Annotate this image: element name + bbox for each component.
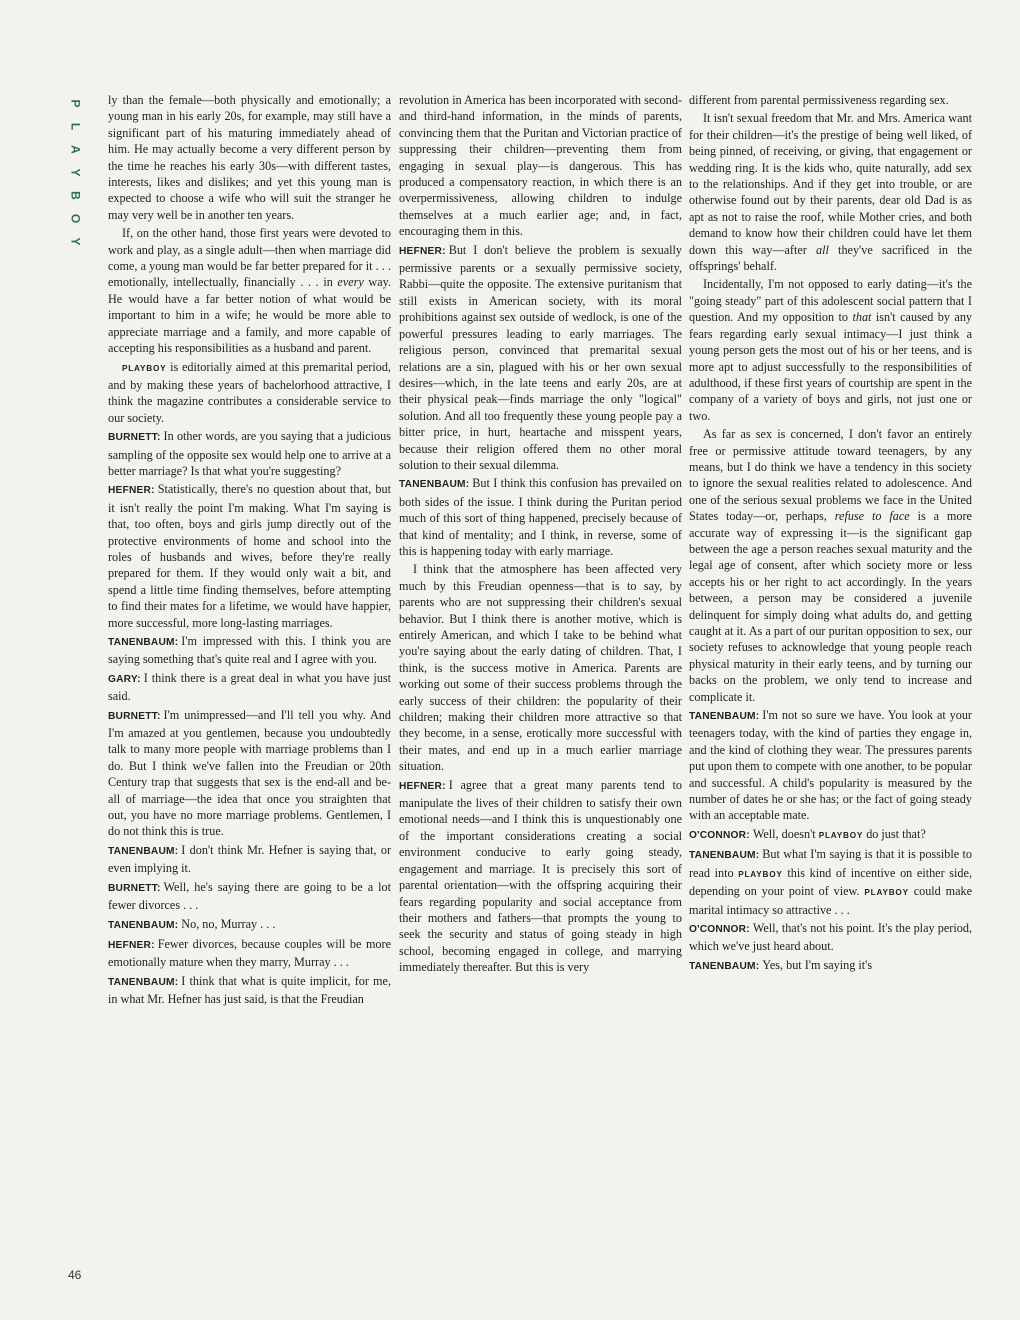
magazine-name: PLAYBOY [738,869,783,879]
dialogue-entry [399,242,682,474]
speech-text: In other words, are you saying that a judicious sampling of the opposite sex would help one to arrive at a better marriage? Is that what you're suggesting? [108,429,391,478]
speech-text: Statistically, there's no question about that, but it isn't really the point I'm making. What I'm saying is that, too often, boys and girls jump directly out of the protective environments of home and school into the roles of husbands and wives, before they're really prepared for them. If they would only wait a bit, and spend a little time finding themselves, before attempting to find their mates for a lifetime, we would have happier, more successful, more long-lasting marriages. [108,482,391,630]
page-number: 46 [68,1268,82,1282]
speaker-name: HEFNER: [108,939,155,951]
speech-text: I think there is a great deal in what you have just said. [108,670,391,704]
speaker-name: TANENBAUM: [108,845,179,857]
running-head-letter: Y [68,168,83,177]
dialogue-entry [399,777,682,976]
dialogue-entry [108,670,391,705]
speech-text: I agree that a great many parents tend to manipulate the lives of their children to satisfy their own emotional needs—and I think this is unquestionably one of the important considerations creating a social environment conducive to early going steady, engagement and marriage. It is precisely this sort of parental orientation—with the offspring acquiring their fears regarding popularity and social acceptance from their mothers and fathers—that prompts the young to seek the security and status of going steady in high school, becoming engaged in college, and marrying immediately thereafter. But this is very [399,777,682,975]
dialogue-entry [108,973,391,1008]
speaker-name: GARY: [108,673,141,685]
emphasis: that [852,310,872,325]
magazine-name: PLAYBOY [122,363,167,373]
running-head-playboy [56,92,86,253]
speaker-name: O'CONNOR: [689,923,750,935]
paragraph: different from parental permissiveness regarding sex. [689,93,949,107]
emphasis: every [337,275,364,290]
paragraph: If, on the other hand, those first years were devoted to work and play, as a single adult—then when marriage did come, a young man would be far better prepared for it . . . emotionally, intellectually, financially . . . in every way. He would have a far better notion of what would be important to him in a wife; he would be more able to appreciate marriage and a family, and more capable of accepting his responsibilities as a husband and parent. [108,226,391,356]
speaker-name: TANENBAUM: [108,976,179,988]
speaker-name: HEFNER: [399,780,446,792]
paragraph: revolution in America has been incorporated with second- and third-hand information, in the minds of parents, convincing them that the Puritan and Victorian practice of suppressing their children—preventing them from engaging in sexual play—is dangerous. This has produced a compensatory reaction, in which there is an overpermissiveness, allowing children to indulge themselves at a much earlier age; and, in fact, encouraging them in this. [399,93,682,239]
dialogue-entry [399,475,682,559]
speech-text: Well, that's not his point. It's the play period, which we've just heard about. [689,920,972,954]
speech-text: I'm unimpressed—and I'll tell you why. And I'm amazed at you gentlemen, because you undoubtedly talk to many more people with marriage problems than I do. But I think we've fallen into the Freudian or 20th Century trap that suggests that sex is the end-all and be-all of marriage—the idea that once you straighten that out, you have no more marriage problems. Gentlemen, I do not think this is true. [108,707,391,839]
speaker-name: O'CONNOR: [689,829,750,841]
speaker-name: BURNETT: [108,710,161,722]
text-column-3 [689,92,972,977]
paragraph: I think that the atmosphere has been affected very much by this Freudian openness—that is to say, by parents who are not suppressing their children's sexual behavior. But I think there is another motive, which is entirely American, and which I take to be behind what you're saying about the early dating of children. That, I think, is the success motive in America. Parents are working out some of their success problems through the early success of their children: the popularity of their children; making their children more attractive so that they become, in a sense, erotically more successful with their mates, and end up in a much earlier marriage situation. [399,562,682,774]
speaker-name: TANENBAUM: [689,711,760,723]
dialogue-entry [689,957,972,975]
running-head-letter: L [68,122,83,131]
paragraph: ly than the female—both physically and emotionally; a young man in his early 20s, for example, may still have a significant part of his maturing immediately ahead of him. He may actually become a very different person by the time he reaches his early 30s—with different tastes, interests, likes and dislikes; and yet this young man is expected to choose a wife who will suit the stranger he may very well be in another ten years. [108,93,391,222]
running-head-letter: P [68,99,83,108]
running-head-letter: B [68,191,83,200]
dialogue-entry [108,633,391,668]
dialogue-entry [108,936,391,971]
speech-text: Fewer divorces, because couples will be more emotionally mature when they marry, Murray . . . [108,936,391,970]
speech-text: I'm not so sure we have. You look at your teenagers today, with the kind of parties they engage in, and the kind of clothing they wear. The pressures parents put upon them to compete with one another, to be popular and successful. A child's popularity is measured by the number of dates he or she has; or the fact of going steady with an acceptable mate. [689,708,972,823]
paragraph: Incidentally, I'm not opposed to early dating—it's the "going steady" part of this adolescent social pattern that I question. And my opposition to that isn't caused by any fears regarding early sexual intimacy—I just think a young person gets the most out of his or her teens, and is more apt to adjust successfully to the responsibilities of adulthood, if these first years of courtship are spent in the company of a variety of boys and girls, not just one or two. [689,277,973,423]
running-head-letter: O [68,213,83,224]
speech-text: I think that what is quite implicit, for me, in what Mr. Hefner has just said, is that the Freudian [108,973,391,1007]
dialogue-entry [689,920,972,955]
speaker-name: TANENBAUM: [108,637,179,648]
paragraph: As far as sex is concerned, I don't favor an entirely free or permissive attitude toward teenagers, by any means, but I do think we have a tendency in this society to ignore the sexual realities related to adolescence. And one of the serious sexual problems we face in the United States today—or, perhaps, refuse to face is a more accurate way of expressing it—is the significant gap between the age a person reaches sexual maturity and the legal age of consent, after which society more or less accepts his or her right to act accordingly. In the years between, a person may be considered a juvenile delinquent for simply doing what adults do, and getting caught at it. As a part of our puritan opposition to sex, our society refuses to acknowledge that young people reach physical maturity in their early teens, and by turning our backs on the problem, we only tend to increase and complicate it. [689,427,972,704]
speech-text: No, no, Murray . . . [181,916,276,931]
speaker-name: BURNETT: [108,882,161,894]
dialogue-entry [108,879,391,914]
text-column-2 [399,92,682,978]
emphasis: all [816,242,829,257]
magazine-name: PLAYBOY [818,830,864,840]
speech-text: But I don't believe the problem is sexually permissive parents or a sexually permissive society, Rabbi—quite the opposite. The extensive puritanism that still exists in American society, with its moral prohibitions against sex outside of wedlock, is one of the powerful pressures leading to early marriages. The religious person, convinced that premarital sexual relations are a sin, plagued with his or her own sexual desires—which, in the late teens and early 20s, are at their physical peak—finds marriage the only "logical" solution. And all too frequently these young people pay a bitter price, in hurt, heartache and misspent years, because their religion offered them no other moral solution to their sexual dilemma. [399,242,682,472]
speaker-name: TANENBAUM: [399,479,470,491]
speaker-name: TANENBAUM: [689,850,760,862]
running-head-letter: Y [68,237,83,246]
dialogue-entry [108,916,391,934]
dialogue-entry: O'CONNOR: Well, doesn't PLAYBOY do just that? [689,826,926,841]
speaker-name: HEFNER: [108,485,155,497]
emphasis: refuse to face [834,509,910,524]
paragraph: PLAYBOY is editorially aimed at this premarital period, and by making these years of bachelorhood attractive, I think the magazine contributes a considerable service to our society. [108,359,391,425]
speech-text: I'm impressed with this. I think you are saying something that's quite real and I agree with you. [108,634,391,667]
dialogue-entry [108,707,391,840]
dialogue-entry [108,481,391,631]
speech-text: Yes, but I'm saying it's [762,957,873,972]
speaker-name: TANENBAUM: [689,960,760,972]
dialogue-entry [689,707,972,824]
speech-text: Well, he's saying there are going to be a lot fewer divorces . . . [108,879,391,913]
speaker-name: TANENBAUM: [108,919,179,931]
dialogue-entry: TANENBAUM: But what I'm saying is that it is possible to read into PLAYBOY this kind of incentive on either side, depending on your point of view. PLAYBOY could make marital intimacy so attractive . . . [689,847,972,917]
text-column-1 [108,92,391,1010]
speaker-name: BURNETT: [108,432,161,444]
magazine-name: PLAYBOY [864,888,909,898]
dialogue-entry [108,428,391,479]
speech-text: I don't think Mr. Hefner is saying that, or even implying it. [108,842,391,876]
speaker-name: HEFNER: [399,245,446,257]
dialogue-entry [108,842,391,877]
running-head-letter: A [68,145,83,154]
speech-text: But I think this confusion has prevailed on both sides of the issue. I think during the Puritan period much of this sort of thing happened, precisely because of that kind of mentality; and I think, in reverse, some of this is happening today with early marriage. [399,476,682,558]
paragraph: It isn't sexual freedom that Mr. and Mrs. America want for their children—it's the prestige of being well liked, of being pinned, of receiving, or giving, that engagement or wedding ring. It is the kids who, quite naturally, add sex to the relationships. And if they get into trouble, or are otherwise found out by their parents, dear old Dad is as apt as not to raise the roof, while Mother cries, and both demand to know how their children could have let them down this way—after all they've sacrificed in the offsprings' behalf. [689,111,972,274]
